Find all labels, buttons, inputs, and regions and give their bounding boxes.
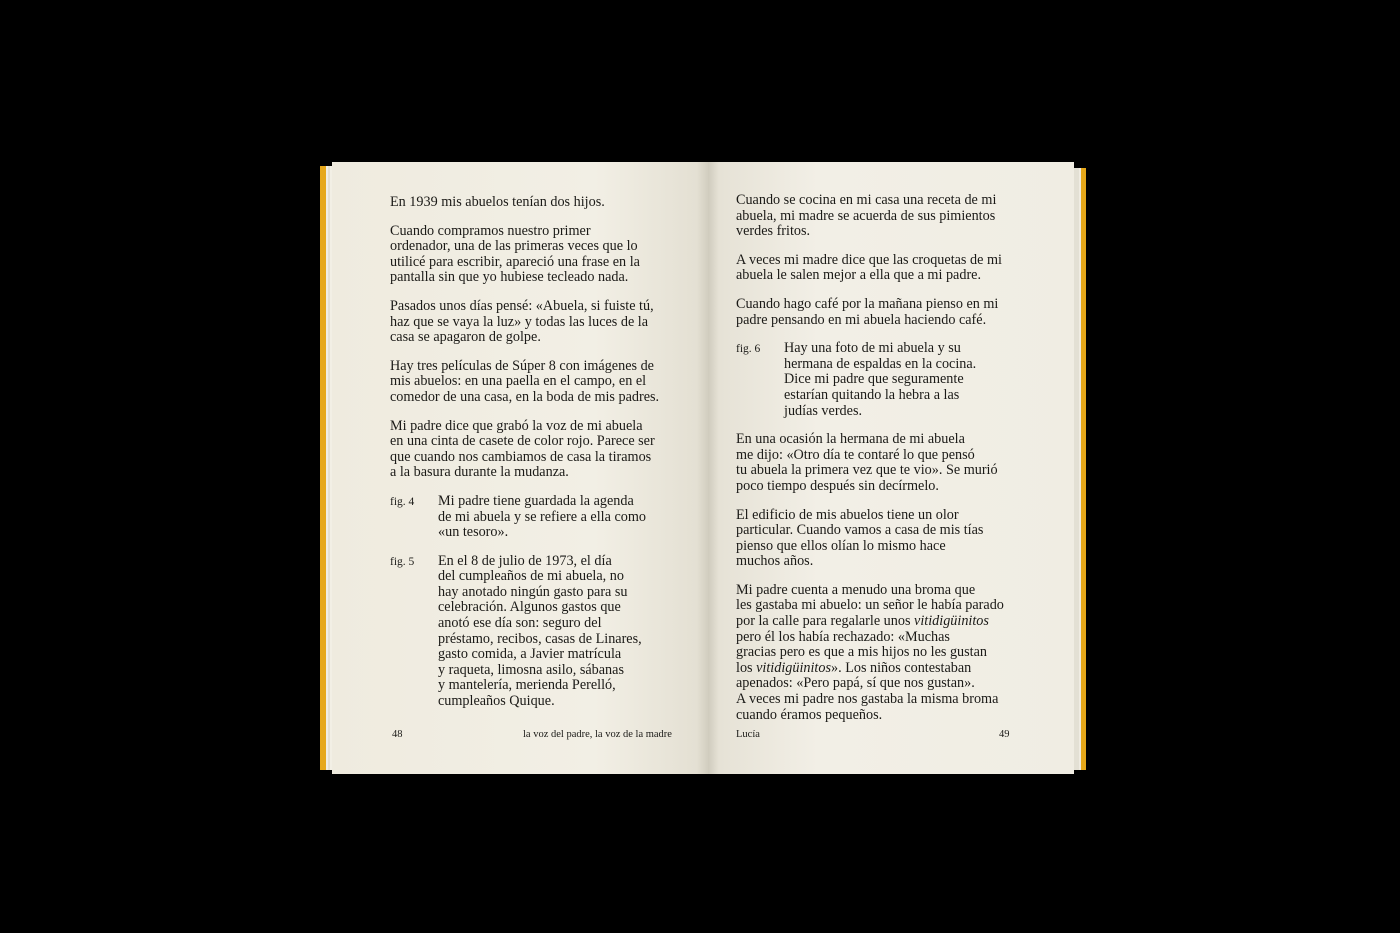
paragraph-joke	[736, 583, 1036, 723]
page-number-right: 49	[999, 729, 1010, 740]
line: por la calle para regalarle unos	[736, 613, 915, 630]
italic-word: vitidigüinitos	[914, 613, 989, 630]
figure-note-4	[390, 494, 680, 541]
open-book	[320, 162, 1086, 774]
paragraph: En 1939 mis abuelos tenían dos hijos.	[390, 194, 605, 210]
paragraph: Cuando se cocina en mi casa una receta de mi abuela, mi madre se acuerda de sus pimientos verdes fritos.	[736, 192, 997, 240]
paragraph: El edificio de mis abuelos tiene un olor particular. Cuando vamos a casa de mis tías pienso que ellos olían lo mismo hace muchos años.	[736, 506, 984, 570]
page-number-left: 48	[392, 729, 403, 740]
paragraph: En una ocasión la hermana de mi abuela me dijo: «Otro día te contaré lo que pensó tu abuela la primera vez que te vio». Se murió poco tiempo después sin decírmelo.	[736, 431, 998, 494]
line: pero él los había rechazado: «Muchas	[736, 628, 950, 645]
paragraph: Cuando hago café por la mañana pienso en mi padre pensando en mi abuela haciendo café.	[736, 295, 999, 328]
line: los	[736, 659, 757, 676]
line: apenados: «Pero papá, sí que nos gustan».	[736, 675, 975, 692]
paragraph: Hay tres películas de Súper 8 con imágenes de mis abuelos: en una paella en el campo, en el comedor de una casa, en la boda de mis padres.	[390, 357, 660, 405]
paragraph: Mi padre dice que grabó la voz de mi abuela en una cinta de casete de color rojo. Parece ser que cuando nos cambiamos de casa la tiramos a la basura durante la mudanza.	[390, 417, 655, 481]
figure-note-6	[736, 341, 1036, 419]
figure-text: En el 8 de julio de 1973, el día del cumpleaños de mi abuela, no hay anotado ningún gasto para su celebración. Algunos gastos que anotó ese día son: seguro del préstamo, recibos, casas de Linares, gasto comida, a Javier matrícula y raqueta, limosna asilo, sábanas y mantelería, merienda Perelló, cumpleaños Quique.	[438, 552, 642, 710]
line: A veces mi padre nos gastaba la misma broma	[736, 691, 999, 708]
line: cuando éramos pequeños.	[736, 706, 883, 723]
line: les gastaba mi abuelo: un señor le había parado	[736, 597, 1004, 614]
book-edge-right	[1074, 168, 1086, 770]
paragraph: Cuando compramos nuestro primer ordenador, una de las primeras veces que lo utilicé para escribir, apareció una frase en la pantalla sin que yo hubiese tecleado nada.	[390, 222, 640, 286]
running-title-left: la voz del padre, la voz de la madre	[523, 729, 672, 740]
paragraph: Pasados unos días pensé: «Abuela, si fuiste tú, haz que se vaya la luz» y todas las luces de la casa se apagaron de golpe.	[390, 297, 654, 346]
line: ». Los niños contestaban	[831, 659, 972, 676]
left-page-body	[390, 195, 680, 723]
figure-text: Mi padre tiene guardada la agenda de mi abuela y se refiere a ella como «un tesoro».	[438, 492, 646, 541]
figure-label: fig. 6	[736, 343, 761, 356]
right-page-body	[736, 193, 1036, 736]
running-title-right: Lucía	[736, 729, 760, 740]
line: gracias pero es que a mis hijos no les gustan	[736, 644, 987, 661]
figure-text: Hay una foto de mi abuela y su hermana de espaldas en la cocina. Dice mi padre que seguramente estarían quitando la hebra a las judías verdes.	[784, 340, 977, 419]
line: Mi padre cuenta a menudo una broma que	[736, 581, 976, 598]
paragraph: A veces mi madre dice que las croquetas de mi abuela le salen mejor a ella que a mi padre.	[736, 251, 1002, 284]
figure-label: fig. 4	[390, 495, 415, 508]
figure-label: fig. 5	[390, 555, 415, 568]
figure-note-5	[390, 554, 680, 710]
italic-word: vitidigüinitos	[756, 659, 831, 676]
